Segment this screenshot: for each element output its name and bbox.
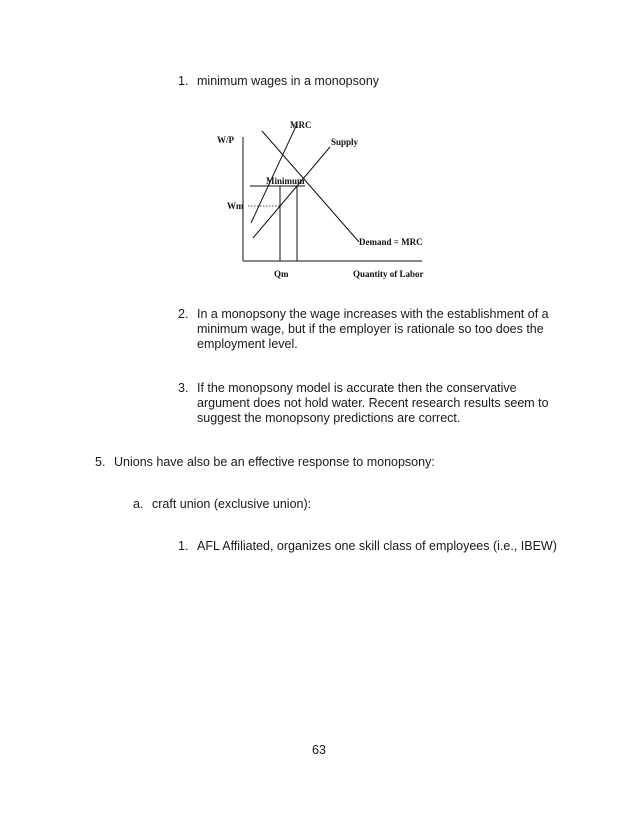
- wm-label: Wm: [227, 201, 244, 211]
- mrc-label: MRC: [290, 120, 312, 130]
- monopsony-graph: [200, 110, 440, 285]
- page-number: 63: [312, 743, 326, 757]
- item-1-text: minimum wages in a monopsony: [197, 74, 380, 88]
- qm-label: Qm: [274, 269, 289, 279]
- supply-curve: [253, 147, 330, 238]
- item-2-line-3: employment level.: [197, 337, 298, 351]
- item-3-line-3: suggest the monopsony predictions are correct.: [197, 411, 461, 425]
- demand-label: Demand = MRC: [359, 237, 423, 247]
- item-3-number: 3.: [178, 381, 189, 395]
- x-axis-label: Quantity of Labor: [353, 269, 424, 279]
- item-3-line-1: If the monopsony model is accurate then the conservative: [197, 381, 517, 395]
- item-2-number: 2.: [178, 307, 189, 321]
- item-2-line-2: minimum wage, but if the employer is rationale so too does the: [197, 322, 544, 336]
- y-axis-label: W/P: [217, 135, 234, 145]
- minimum-label: Minimum: [266, 176, 305, 186]
- item-1-number: 1.: [178, 74, 189, 88]
- item-a1-number: 1.: [178, 539, 189, 553]
- mrc-curve: [251, 124, 297, 223]
- item-a-number: a.: [133, 497, 144, 511]
- item-a-text: craft union (exclusive union):: [152, 497, 312, 511]
- item-2-line-1: In a monopsony the wage increases with the establishment of a: [197, 307, 549, 321]
- supply-label: Supply: [331, 137, 359, 147]
- item-3-line-2: argument does not hold water. Recent research results seem to: [197, 396, 549, 410]
- item-5-text: Unions have also be an effective response to monopsony:: [114, 455, 435, 469]
- item-5-number: 5.: [95, 455, 106, 469]
- item-a1-text: AFL Affiliated, organizes one skill class of employees (i.e., IBEW): [197, 539, 557, 553]
